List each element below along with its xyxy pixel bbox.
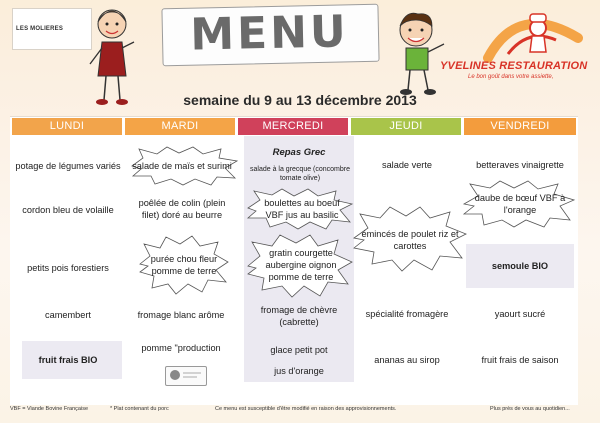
mercredi-side: gratin courgette aubergine oignon pomme de terre bbox=[265, 248, 337, 282]
mercredi-main: boulettes au boeuf VBF jus au basilic bbox=[264, 198, 340, 220]
jeudi-main: émincés de poulet riz et carottes bbox=[361, 229, 459, 251]
lundi-main: cordon bleu de volaille bbox=[22, 205, 114, 215]
day-header-mercredi: MERCREDI bbox=[238, 118, 348, 135]
mardi-dessert: pomme "production bbox=[141, 343, 221, 353]
week-heading: semaine du 9 au 13 décembre 2013 bbox=[183, 92, 417, 108]
jeudi-dessert: ananas au sirop bbox=[374, 355, 440, 365]
page-title: MENU bbox=[189, 6, 350, 61]
yvelines-restauration-logo-icon bbox=[478, 8, 588, 64]
vendredi-main: daube de bœuf VBF à l'orange bbox=[474, 193, 566, 215]
vendredi-starter: betteraves vinaigrette bbox=[476, 160, 564, 170]
day-header-lundi: LUNDI bbox=[12, 118, 122, 135]
production-label-icon bbox=[165, 366, 207, 386]
jeudi-cheese: spécialité fromagère bbox=[365, 309, 449, 319]
lundi-cheese: camembert bbox=[45, 310, 91, 320]
mercredi-drink: jus d'orange bbox=[274, 366, 324, 376]
vendredi-dessert: fruit frais de saison bbox=[481, 355, 559, 365]
footer-closing: Plus près de vous au quotidien... bbox=[490, 406, 570, 412]
lundi-starter: potage de légumes variés bbox=[15, 161, 121, 171]
mardi-side: purée chou fleur pomme de terre bbox=[150, 254, 218, 276]
footer-vbf-note: VBF = Viande Bovine Française bbox=[10, 406, 89, 412]
day-header-vendredi: VENDREDI bbox=[464, 118, 576, 135]
day-header-mardi: MARDI bbox=[125, 118, 235, 135]
footer-porc-note: * Plat contenant du porc bbox=[110, 406, 169, 412]
vendredi-side: semoule BIO bbox=[491, 261, 549, 271]
mercredi-starter: salade à la grecque (concombre tomate olive) bbox=[250, 166, 351, 182]
mercredi-cheese: fromage de chèvre (cabrette) bbox=[260, 305, 338, 327]
day-header-jeudi: JEUDI bbox=[351, 118, 461, 135]
mardi-main: poêlée de colin (plein filet) doré au beurre bbox=[138, 198, 226, 220]
mercredi-theme: Repas Grec bbox=[272, 147, 326, 158]
mercredi-dessert: glace petit pot bbox=[270, 345, 328, 355]
vendredi-cheese: yaourt sucré bbox=[494, 309, 546, 319]
school-name: LES MOLIERES bbox=[16, 26, 64, 32]
mardi-cheese: fromage blanc arôme bbox=[137, 310, 225, 320]
footer-notice: Ce menu est susceptible d'être modifié en raison des approvisionnements. bbox=[215, 406, 397, 412]
jeudi-starter: salade verte bbox=[381, 160, 433, 170]
lundi-side: petits pois forestiers bbox=[27, 263, 109, 273]
brand-tagline: Le bon goût dans votre assiette, bbox=[468, 74, 554, 80]
mardi-starter: salade de maïs et surimi bbox=[132, 161, 232, 171]
boy-cartoon-icon bbox=[392, 8, 446, 98]
lundi-dessert: fruit frais BIO bbox=[38, 355, 98, 365]
brand-name: YVELINES RESTAURATION bbox=[440, 60, 588, 72]
